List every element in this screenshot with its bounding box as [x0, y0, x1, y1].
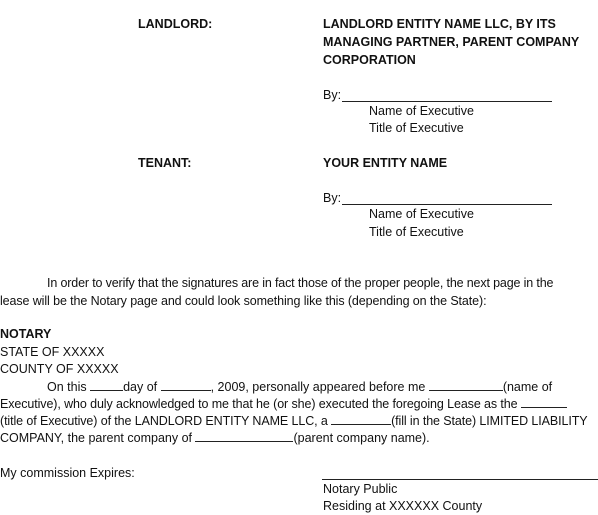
notary-signature-line: [322, 479, 598, 480]
tenant-by-label: By:: [323, 191, 342, 205]
tenant-label: TENANT:: [138, 156, 192, 170]
notary-body-line-4: [0, 430, 430, 447]
notary-body-text: (name of: [502, 380, 553, 394]
notary-body-text: On this: [47, 380, 91, 394]
tenant-executive-name: Name of Executive: [369, 207, 474, 221]
tenant-executive-title: Title of Executive: [369, 225, 464, 239]
intro-paragraph-line-1: In order to verify that the signatures are in fact those of the proper people, the next page in the: [47, 276, 554, 290]
landlord-label: LANDLORD:: [138, 17, 213, 31]
intro-paragraph-line-2: lease will be the Notary page and could look something like this (depending on the State):: [0, 294, 487, 308]
notary-body-text: COMPANY, the parent company of: [0, 431, 196, 445]
notary-state: STATE OF XXXXX: [0, 345, 105, 359]
notary-body-text: , 2009, personally appeared before me: [210, 380, 429, 394]
landlord-entity-line-2: MANAGING PARTNER, PARENT COMPANY: [323, 35, 580, 49]
blank-parent-company: [195, 430, 293, 442]
notary-body-text: (title of Executive) of the LANDLORD ENTITY NAME LLC, a: [0, 414, 332, 428]
commission-expires-label: My commission Expires:: [0, 466, 135, 480]
notary-body-line-3: [0, 413, 587, 430]
landlord-signature-line: [342, 101, 552, 102]
tenant-entity: YOUR ENTITY NAME: [323, 156, 448, 170]
tenant-signature-line: [342, 204, 552, 205]
landlord-entity-line-1: LANDLORD ENTITY NAME LLC, BY ITS: [323, 17, 556, 31]
blank-state: [331, 413, 391, 425]
notary-residing-label: Residing at XXXXXX County: [323, 499, 483, 513]
notary-body-text: Executive), who duly acknowledged to me that he (or she) executed the foregoing Lease as the: [0, 397, 521, 411]
notary-body-text: day of: [123, 380, 161, 394]
landlord-by-label: By:: [323, 88, 342, 102]
notary-body-text: (fill in the State) LIMITED LIABILITY: [391, 414, 588, 428]
notary-heading: NOTARY: [0, 327, 52, 341]
notary-public-label: Notary Public: [323, 482, 398, 496]
notary-body-line-1: [47, 379, 552, 396]
blank-month: [161, 379, 211, 391]
blank-day: [90, 379, 123, 391]
blank-executive-title: [521, 396, 567, 408]
notary-county: COUNTY OF XXXXX: [0, 362, 119, 376]
blank-executive-name: [429, 379, 503, 391]
notary-body-text: (parent company name).: [293, 431, 430, 445]
landlord-executive-name: Name of Executive: [369, 104, 474, 118]
landlord-executive-title: Title of Executive: [369, 121, 464, 135]
notary-body-line-2: [0, 396, 567, 413]
landlord-entity-line-3: CORPORATION: [323, 53, 416, 67]
